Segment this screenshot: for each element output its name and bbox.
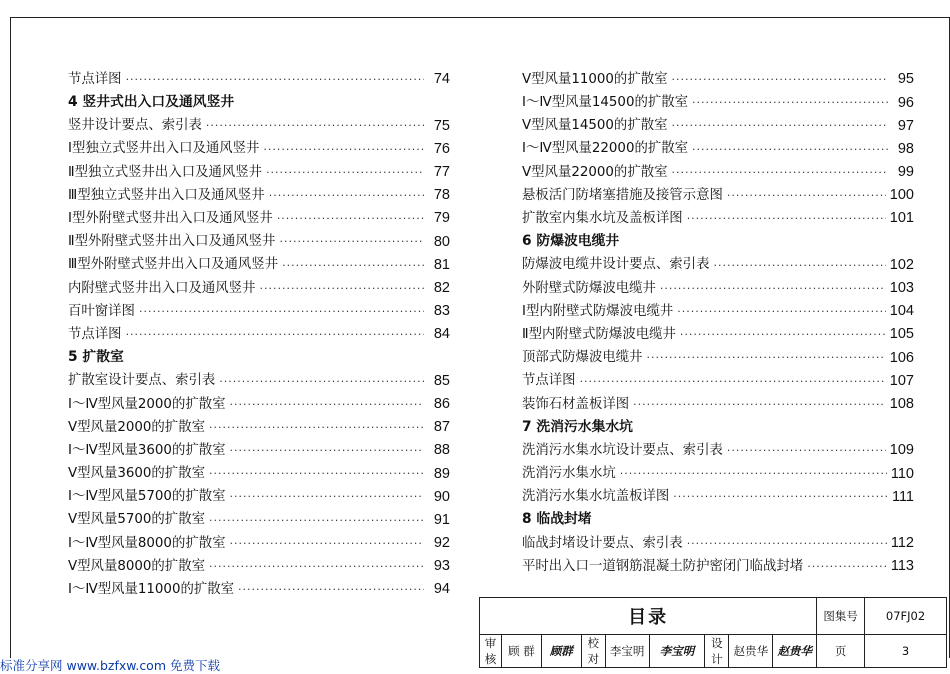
toc-entry-page: 85	[433, 372, 450, 389]
dot-leader	[266, 167, 424, 178]
toc-section-heading	[522, 230, 914, 253]
toc-entry[interactable]	[68, 369, 450, 392]
toc-entry-title: 节点详图	[522, 373, 576, 389]
dot-leader	[687, 538, 887, 549]
dot-leader	[238, 584, 424, 595]
toc-entry-page: 88	[433, 442, 450, 459]
toc-entry-title: 5 扩散室	[68, 348, 124, 365]
toc-entry[interactable]	[522, 346, 914, 369]
toc-entry[interactable]	[68, 509, 450, 532]
toc-left-column	[68, 68, 450, 601]
toc-entry-page: 81	[433, 256, 450, 273]
dot-leader	[209, 422, 424, 433]
toc-entry-page: 112	[890, 535, 914, 552]
toc-entry-title: Ⅰ～Ⅳ型风量8000的扩散室	[68, 535, 226, 551]
toc-entry[interactable]	[522, 323, 914, 346]
toc-entry-title: Ⅲ型独立式竖井出入口及通风竖井	[68, 187, 265, 203]
dot-leader	[687, 213, 886, 224]
page-label: 页	[817, 635, 865, 668]
title-block-title: 目录	[480, 598, 817, 635]
toc-entry-title: Ⅰ型内附壁式防爆波电缆井	[522, 303, 674, 319]
toc-entry-title: 竖井设计要点、索引表	[68, 118, 202, 134]
toc-entry[interactable]	[68, 254, 450, 277]
dot-leader	[279, 236, 424, 247]
dot-leader	[672, 74, 889, 85]
toc-entry[interactable]	[68, 416, 450, 439]
atlas-number-label: 图集号	[817, 598, 865, 635]
dot-leader	[727, 190, 886, 201]
toc-entry[interactable]	[68, 300, 450, 323]
toc-entry-page: 110	[890, 465, 914, 482]
dot-leader	[126, 329, 424, 340]
toc-entry-title: 7 洗消污水集水坑	[522, 418, 633, 435]
toc-right-column	[522, 68, 914, 578]
toc-entry-title: 洗消污水集水坑设计要点、索引表	[522, 442, 723, 458]
toc-entry-page: 101	[889, 210, 914, 227]
toc-entry-title: Ⅴ型风量14500的扩散室	[522, 118, 668, 134]
toc-entry[interactable]	[522, 532, 914, 555]
toc-entry-title: 悬板活门防堵塞措施及接管示意图	[522, 187, 723, 203]
toc-entry[interactable]	[522, 462, 914, 485]
toc-entry-page: 92	[433, 535, 450, 552]
dot-leader	[692, 97, 888, 108]
toc-entry-page: 79	[433, 210, 450, 227]
dot-leader	[620, 468, 887, 479]
dot-leader	[580, 376, 886, 387]
toc-entry-page: 82	[433, 280, 450, 297]
toc-section-heading	[522, 509, 914, 532]
page-number: 3	[865, 635, 947, 668]
toc-entry[interactable]	[68, 277, 450, 300]
toc-entry-title: Ⅰ～Ⅳ型风量3600的扩散室	[68, 442, 226, 458]
toc-entry-title: 4 竖井式出入口及通风竖井	[68, 93, 235, 110]
toc-entry-page: 111	[891, 488, 914, 505]
dot-leader	[209, 561, 424, 572]
toc-entry[interactable]	[522, 114, 914, 137]
toc-entry-title: Ⅰ型独立式竖井出入口及通风竖井	[68, 141, 260, 157]
toc-entry-page: 91	[433, 511, 450, 528]
dot-leader	[692, 144, 888, 155]
toc-entry-title: 百叶窗详图	[68, 303, 135, 319]
dot-leader	[209, 515, 424, 526]
dot-leader	[660, 283, 886, 294]
toc-entry-title: 节点详图	[68, 71, 122, 87]
dot-leader	[259, 283, 424, 294]
dot-leader	[647, 352, 886, 363]
toc-entry[interactable]	[68, 439, 450, 462]
toc-entry-title: Ⅰ～Ⅳ型风量22000的扩散室	[522, 141, 689, 157]
toc-entry[interactable]	[522, 369, 914, 392]
design-label: 设计	[705, 635, 729, 668]
footer-watermark[interactable]: 标准分享网 www.bzfxw.com 免费下载	[0, 658, 220, 673]
toc-entry-title: Ⅴ型风量11000的扩散室	[522, 71, 668, 87]
dot-leader	[206, 120, 424, 131]
toc-entry-title: Ⅰ型外附壁式竖井出入口及通风竖井	[68, 211, 273, 227]
designer-name: 赵贵华	[729, 635, 773, 668]
toc-entry-page: 87	[433, 419, 450, 436]
dot-leader	[672, 120, 889, 131]
toc-entry-page: 75	[433, 117, 450, 134]
dot-leader	[126, 74, 424, 85]
toc-section-heading	[68, 346, 450, 369]
dot-leader	[230, 445, 424, 456]
toc-entry-page: 74	[433, 71, 450, 88]
toc-entry[interactable]	[68, 138, 450, 161]
toc-entry-page: 95	[897, 71, 914, 88]
toc-entry[interactable]	[68, 68, 450, 91]
toc-section-heading	[68, 91, 450, 114]
checker-name: 李宝明	[605, 635, 649, 668]
toc-entry-title: 洗消污水集水坑	[522, 466, 616, 482]
toc-entry-title: Ⅰ～Ⅳ型风量2000的扩散室	[68, 396, 226, 412]
toc-entry-page: 100	[889, 187, 914, 204]
toc-entry-page: 77	[433, 164, 450, 181]
toc-entry-title: 内附壁式竖井出入口及通风竖井	[68, 280, 256, 296]
dot-leader	[673, 491, 888, 502]
toc-entry-page: 104	[889, 303, 914, 320]
toc-entry-page: 96	[897, 94, 914, 111]
toc-entry[interactable]	[522, 555, 914, 578]
atlas-number: 07FJ02	[865, 598, 947, 635]
toc-entry-title: Ⅰ～Ⅳ型风量11000的扩散室	[68, 582, 235, 598]
toc-entry-title: Ⅰ～Ⅳ型风量14500的扩散室	[522, 95, 689, 111]
toc-entry-page: 113	[890, 558, 914, 575]
dot-leader	[230, 399, 424, 410]
toc-entry[interactable]	[68, 555, 450, 578]
toc-entry[interactable]	[522, 68, 914, 91]
designer-signature: 赵贵华	[773, 635, 817, 668]
dot-leader	[139, 306, 424, 317]
toc-entry-title: Ⅴ型风量3600的扩散室	[68, 466, 205, 482]
toc-entry[interactable]	[522, 300, 914, 323]
dot-leader	[677, 306, 886, 317]
toc-entry-page: 107	[889, 372, 914, 389]
toc-entry-page: 93	[433, 558, 450, 575]
toc-entry-title: 节点详图	[68, 326, 122, 342]
toc-entry-title: Ⅴ型风量5700的扩散室	[68, 512, 205, 528]
toc-entry-page: 78	[433, 187, 450, 204]
toc-entry[interactable]	[522, 138, 914, 161]
toc-entry-page: 109	[889, 442, 914, 459]
toc-entry-title: Ⅴ型风量22000的扩散室	[522, 164, 668, 180]
toc-entry-page: 83	[433, 303, 450, 320]
reviewer-signature: 顾群	[541, 635, 581, 668]
dot-leader	[219, 376, 424, 387]
toc-entry-page: 106	[889, 349, 914, 366]
toc-entry-title: 扩散室设计要点、索引表	[68, 373, 216, 389]
review-label: 审核	[480, 635, 502, 668]
toc-entry-title: Ⅱ型外附壁式竖井出入口及通风竖井	[68, 234, 276, 250]
toc-entry-title: 6 防爆波电缆井	[522, 233, 620, 249]
dot-leader	[230, 538, 424, 549]
dot-leader	[713, 260, 885, 271]
toc-entry-title: Ⅰ～Ⅳ型风量5700的扩散室	[68, 489, 226, 505]
dot-leader	[263, 144, 424, 155]
toc-entry[interactable]	[68, 485, 450, 508]
toc-entry[interactable]	[522, 485, 914, 508]
toc-entry[interactable]	[68, 230, 450, 253]
toc-entry[interactable]	[68, 323, 450, 346]
toc-entry-page: 108	[889, 395, 914, 412]
toc-entry-page: 99	[897, 164, 914, 181]
dot-leader	[269, 190, 424, 201]
toc-entry[interactable]	[522, 439, 914, 462]
toc-entry[interactable]	[68, 161, 450, 184]
toc-entry-page: 80	[433, 233, 450, 250]
dot-leader	[727, 445, 886, 456]
toc-entry-title: 顶部式防爆波电缆井	[522, 350, 643, 366]
check-label: 校对	[581, 635, 605, 668]
toc-entry-title: 8 临战封堵	[522, 511, 592, 528]
dot-leader	[282, 260, 424, 271]
toc-entry-page: 105	[889, 326, 914, 343]
toc-entry-title: 洗消污水集水坑盖板详图	[522, 489, 670, 505]
toc-entry[interactable]	[522, 254, 914, 277]
toc-entry-title: 外附壁式防爆波电缆井	[522, 280, 656, 296]
toc-entry-page: 86	[433, 395, 450, 412]
title-block	[479, 597, 947, 668]
toc-entry-page: 97	[897, 117, 914, 134]
toc-entry-title: 临战封堵设计要点、索引表	[522, 535, 683, 551]
toc-entry[interactable]	[522, 277, 914, 300]
toc-entry-title: 平时出入口一道钢筋混凝土防护密闭门临战封堵	[522, 558, 804, 574]
toc-entry-page: 102	[889, 256, 914, 273]
toc-entry[interactable]	[68, 184, 450, 207]
toc-entry[interactable]	[68, 532, 450, 555]
toc-entry-title: Ⅴ型风量2000的扩散室	[68, 419, 205, 435]
toc-entry-page: 76	[433, 140, 450, 157]
toc-entry-title: Ⅱ型独立式竖井出入口及通风竖井	[68, 164, 263, 180]
toc-entry-title: Ⅲ型外附壁式竖井出入口及通风竖井	[68, 257, 279, 273]
toc-entry[interactable]	[522, 91, 914, 114]
toc-entry-title: 扩散室内集水坑及盖板详图	[522, 211, 683, 227]
dot-leader	[807, 561, 887, 572]
dot-leader	[633, 399, 886, 410]
toc-entry-page: 98	[897, 140, 914, 157]
toc-entry-page: 94	[433, 581, 450, 598]
dot-leader	[209, 468, 424, 479]
toc-entry[interactable]	[68, 393, 450, 416]
reviewer-name: 顾 群	[501, 635, 541, 668]
dot-leader	[277, 213, 424, 224]
toc-entry-page: 103	[889, 280, 914, 297]
dot-leader	[672, 167, 889, 178]
toc-entry-page: 84	[433, 326, 450, 343]
toc-entry-title: 装饰石材盖板详图	[522, 396, 630, 412]
toc-entry[interactable]	[522, 393, 914, 416]
toc-entry[interactable]	[68, 207, 450, 230]
toc-entry-page: 89	[433, 465, 450, 482]
toc-entry-title: Ⅴ型风量8000的扩散室	[68, 558, 205, 574]
toc-entry[interactable]	[522, 184, 914, 207]
toc-entry[interactable]	[68, 114, 450, 137]
toc-entry[interactable]	[522, 161, 914, 184]
dot-leader	[680, 329, 886, 340]
toc-entry-title: Ⅱ型内附壁式防爆波电缆井	[522, 326, 676, 342]
dot-leader	[230, 491, 424, 502]
toc-entry-page: 90	[433, 488, 450, 505]
checker-signature: 李宝明	[649, 635, 705, 668]
toc-entry-title: 防爆波电缆井设计要点、索引表	[522, 257, 710, 273]
toc-entry[interactable]	[68, 578, 450, 601]
toc-entry[interactable]	[68, 462, 450, 485]
toc-entry[interactable]	[522, 207, 914, 230]
toc-section-heading	[522, 416, 914, 439]
